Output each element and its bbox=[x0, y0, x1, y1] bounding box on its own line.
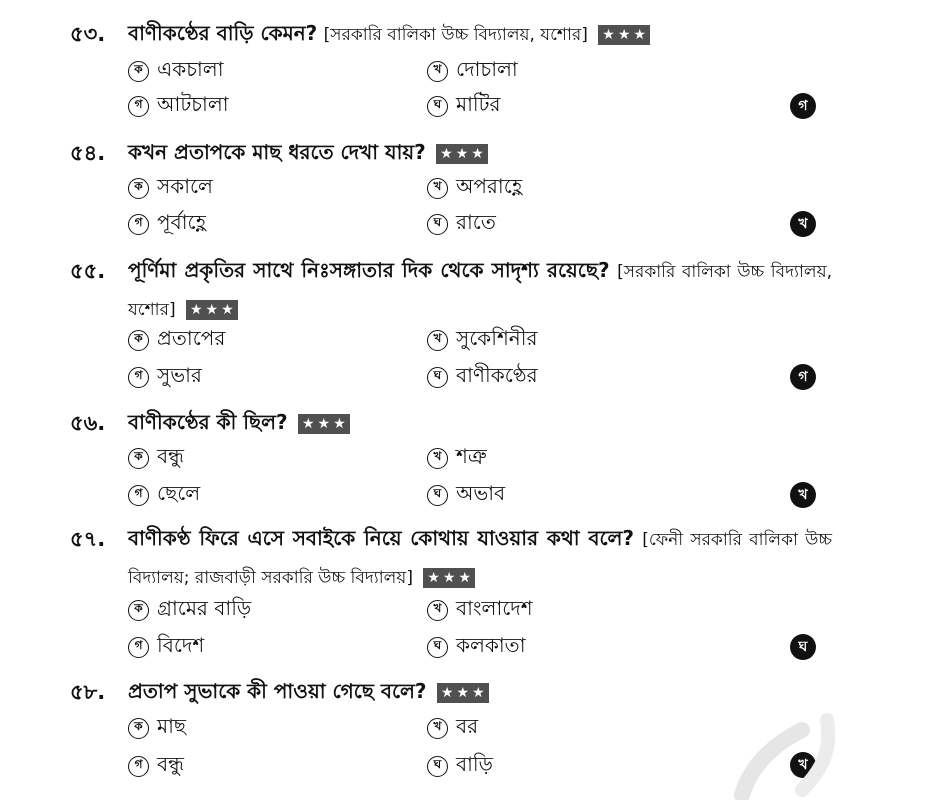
option-badge: ক bbox=[128, 448, 149, 469]
option-kha bbox=[427, 713, 478, 743]
answer-badge: খ bbox=[790, 482, 816, 508]
option-text: বন্ধু bbox=[157, 443, 184, 468]
option-text: ছেলে bbox=[157, 480, 201, 505]
star-icon: ★ bbox=[301, 415, 315, 432]
question-number: ৫৭. bbox=[70, 527, 106, 551]
question-text-block bbox=[128, 404, 832, 440]
question-text: কখন প্রতাপকে মাছ ধরতে দেখা যায়? bbox=[128, 140, 426, 164]
option-gha bbox=[427, 632, 526, 662]
star-icon: ★ bbox=[471, 145, 484, 162]
option-kha bbox=[427, 595, 533, 625]
difficulty-stars bbox=[436, 144, 488, 164]
answer-badge: খ bbox=[790, 752, 816, 778]
question-number: ৫৮. bbox=[70, 680, 106, 704]
option-text: বিদেশ bbox=[157, 632, 205, 657]
option-text: শত্রু bbox=[456, 443, 487, 468]
question-source: [ফেনী সরকারি বালিকা উচ্চ বিদ্যালয়; রাজবাড়ী সরকারি উচ্চ বিদ্যালয়] bbox=[128, 530, 832, 588]
difficulty-stars bbox=[598, 25, 650, 45]
option-text: রাতে bbox=[456, 209, 496, 234]
option-text: অভাব bbox=[456, 480, 506, 505]
difficulty-stars bbox=[423, 568, 475, 588]
option-text: বাংলাদেশ bbox=[456, 595, 533, 620]
answer-badge: গ bbox=[790, 93, 816, 119]
option-kha bbox=[427, 56, 518, 86]
question-text-block bbox=[128, 252, 832, 328]
option-badge: গ bbox=[128, 367, 149, 388]
option-badge: ক bbox=[128, 600, 149, 621]
option-badge: ক bbox=[128, 330, 149, 351]
option-text: প্রতাপের bbox=[157, 325, 226, 350]
question-text-block bbox=[128, 15, 832, 53]
star-icon: ★ bbox=[205, 301, 219, 318]
star-icon: ★ bbox=[633, 26, 646, 43]
option-text: কলকাতা bbox=[456, 632, 526, 657]
option-text: বন্ধু bbox=[157, 751, 184, 776]
option-badge: ঘ bbox=[427, 637, 448, 658]
option-gha bbox=[427, 751, 493, 781]
star-icon: ★ bbox=[602, 26, 615, 43]
option-text: দোচালা bbox=[456, 56, 518, 81]
option-text: একচালা bbox=[157, 56, 224, 81]
option-badge: খ bbox=[427, 330, 448, 351]
star-icon: ★ bbox=[317, 415, 331, 432]
option-badge: খ bbox=[427, 448, 448, 469]
question-text: বাণীকণ্ঠ ফিরে এসে সবাইকে নিয়ে কোথায় যাওয়ার কথা বলে? bbox=[128, 526, 635, 550]
star-icon: ★ bbox=[617, 26, 631, 43]
watermark-graphic bbox=[732, 700, 852, 800]
option-ga bbox=[128, 751, 184, 781]
option-ga bbox=[128, 480, 200, 510]
question-number: ৫৫. bbox=[70, 259, 106, 283]
option-badge: ঘ bbox=[427, 214, 448, 235]
option-ka bbox=[128, 443, 184, 473]
option-ka bbox=[128, 173, 213, 203]
question-number: ৫৩. bbox=[70, 22, 106, 46]
option-kha bbox=[427, 173, 522, 203]
option-gha bbox=[427, 480, 505, 510]
option-kha bbox=[427, 325, 537, 355]
option-badge: গ bbox=[128, 485, 149, 506]
option-badge: ক bbox=[128, 178, 149, 199]
option-badge: ক bbox=[128, 61, 149, 82]
question-number: ৫৬. bbox=[70, 411, 106, 435]
question-text-block bbox=[128, 673, 832, 709]
star-icon: ★ bbox=[458, 569, 471, 586]
star-icon: ★ bbox=[455, 145, 469, 162]
option-badge: গ bbox=[128, 96, 149, 117]
question-text-block bbox=[128, 520, 832, 596]
option-ga bbox=[128, 362, 202, 392]
option-gha bbox=[427, 209, 496, 239]
question-source: [সরকারি বালিকা উচ্চ বিদ্যালয়, যশোর] bbox=[128, 262, 833, 320]
option-badge: ক bbox=[128, 718, 149, 739]
option-text: বাড়ি bbox=[456, 751, 493, 776]
option-kha bbox=[427, 443, 487, 473]
difficulty-stars bbox=[298, 414, 350, 434]
option-ga bbox=[128, 209, 206, 239]
option-text: আটচালা bbox=[157, 91, 229, 116]
option-text: সুকেশিনীর bbox=[456, 325, 538, 350]
option-text: বর bbox=[456, 713, 479, 738]
option-badge: গ bbox=[128, 756, 149, 777]
option-ka bbox=[128, 595, 251, 625]
star-icon: ★ bbox=[456, 684, 469, 701]
question-text: বাণীকণ্ঠের বাড়ি কেমন? bbox=[128, 21, 318, 45]
answer-badge: খ bbox=[790, 211, 816, 237]
option-badge: খ bbox=[427, 178, 448, 199]
difficulty-stars bbox=[437, 683, 489, 703]
answer-badge: গ bbox=[790, 364, 816, 390]
option-text: মাছ bbox=[157, 713, 187, 738]
option-badge: গ bbox=[128, 637, 149, 658]
option-text: সকালে bbox=[157, 173, 213, 198]
star-icon: ★ bbox=[442, 569, 456, 586]
question-source: [সরকারি বালিকা উচ্চ বিদ্যালয়, যশোর] bbox=[323, 25, 588, 45]
question-text-block bbox=[128, 134, 832, 170]
option-ga bbox=[128, 632, 204, 662]
option-badge: খ bbox=[427, 600, 448, 621]
option-badge: খ bbox=[427, 61, 448, 82]
option-gha bbox=[427, 91, 501, 121]
option-badge: ঘ bbox=[427, 756, 448, 777]
star-icon: ★ bbox=[427, 569, 440, 586]
star-icon: ★ bbox=[440, 684, 454, 701]
option-badge: ঘ bbox=[427, 367, 448, 388]
option-badge: খ bbox=[427, 718, 448, 739]
option-text: বাণীকণ্ঠের bbox=[456, 362, 538, 387]
star-icon: ★ bbox=[333, 415, 346, 432]
question-text: বাণীকণ্ঠের কী ছিল? bbox=[128, 410, 288, 434]
answer-badge: ঘ bbox=[790, 634, 816, 660]
option-ga bbox=[128, 91, 229, 121]
question-text: প্রতাপ সুভাকে কী পাওয়া গেছে বলে? bbox=[128, 679, 427, 703]
option-ka bbox=[128, 325, 225, 355]
option-text: অপরাহ্ণে bbox=[456, 173, 523, 198]
star-icon: ★ bbox=[221, 301, 234, 318]
option-ka bbox=[128, 713, 186, 743]
option-text: পূর্বাহ্ণে bbox=[157, 209, 206, 234]
option-badge: ঘ bbox=[427, 485, 448, 506]
star-icon: ★ bbox=[472, 684, 485, 701]
question-text: পূর্ণিমা প্রকৃতির সাথে নিঃসঙ্গাতার দিক থেকে সাদৃশ্য রয়েছে? bbox=[128, 258, 610, 282]
difficulty-stars bbox=[186, 300, 238, 320]
option-text: মাটির bbox=[456, 91, 501, 116]
option-text: গ্রামের বাড়ি bbox=[157, 595, 252, 620]
option-badge: গ bbox=[128, 214, 149, 235]
option-ka bbox=[128, 56, 224, 86]
option-badge: ঘ bbox=[427, 96, 448, 117]
option-text: সুভার bbox=[157, 362, 202, 387]
star-icon: ★ bbox=[189, 301, 203, 318]
option-gha bbox=[427, 362, 538, 392]
question-number: ৫৪. bbox=[70, 141, 106, 165]
star-icon: ★ bbox=[440, 145, 453, 162]
